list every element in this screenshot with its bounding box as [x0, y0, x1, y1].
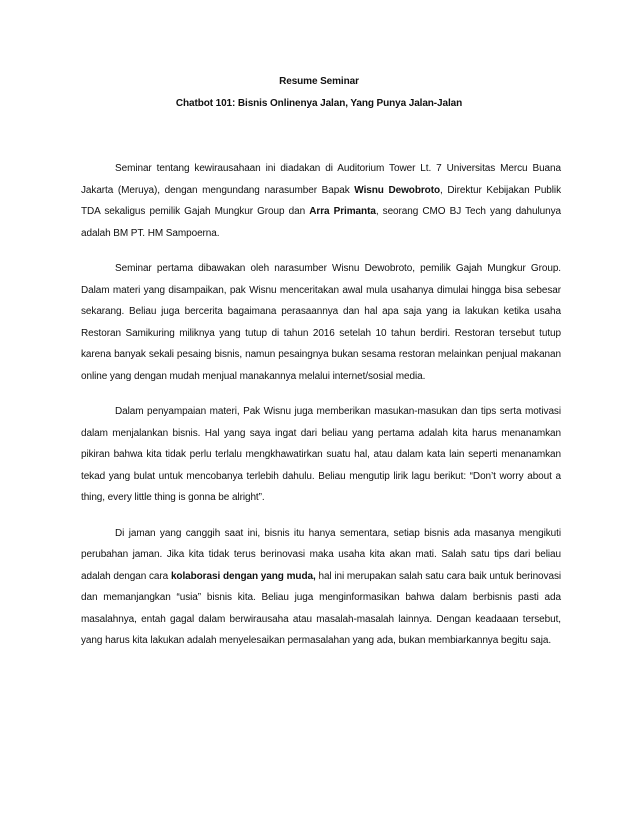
paragraph-2: Seminar pertama dibawakan oleh narasumber Wisnu Dewobroto, pemilik Gajah Mungkur Group. Dalam materi yang disampaikan, pak Wisnu menceritakan awal mula usahanya dimulai hingga bisa sebesar sekarang. Beliau juga bercerita bagaimana perasaannya dan hal apa saja yang ia lakukan ketika usaha Restoran Samikuring miliknya yang tutup di tahun 2016 setelah 10 tahun berdiri. Restoran tersebut tutup karena banyak sekali pesaing bisnis, namun pesaingnya bukan sesama restoran melainkan penjual makanan online yang dengan mudah menjual manakannya melalui internet/sosial media. — [81, 263, 561, 382]
paragraph-4 — [81, 523, 561, 652]
speaker-name-wisnu: Wisnu Dewobroto — [354, 184, 440, 196]
speaker-name-arra: Arra Primanta — [309, 206, 376, 217]
paragraph-1-text-e: , seorang CMO BJ Tech yang dahulunya adalah BM PT. HM Sampoerna. — [81, 206, 561, 239]
document-subtitle: Chatbot 101: Bisnis Onlinenya Jalan, Yang Punya Jalan-Jalan — [175, 98, 463, 109]
paragraph-4-text-a: Di jaman yang canggih saat ini, bisnis itu hanya sementara, setiap bisnis ada masanya mengikuti perubahan jaman. Jika kita tidak terus berinovasi maka usaha kita akan mati. Salah satu tips dari beliau adalah dengan cara — [81, 527, 561, 582]
paragraph-4-text-c: hal ini merupakan salah satu cara baik untuk berinovasi dan memanjangkan “usia” bisnis kita. Beliau juga menginformasikan bahwa dalam berbisnis pasti ada masalahnya, entah gagal dalam berwirausaha atau masalah-masalah lainnya. Dengan keadaaan tersebut, yang harus kita lakukan adalah menyelesaikan permasalahan yang ada, bukan membiarkannya begitu saja. — [81, 570, 562, 646]
document-title: Resume Seminar — [279, 76, 359, 87]
emphasis-kolaborasi: kolaborasi dengan yang muda, — [170, 570, 316, 582]
document-body — [81, 158, 561, 666]
paragraph-3: Dalam penyampaian materi, Pak Wisnu juga memberikan masukan-masukan dan tips serta motivasi dalam menjalankan bisnis. Hal yang saya ingat dari beliau yang pertama adalah kita harus menanamkan pikiran bahwa kita tidak perlu terlalu mengkhawatirkan suatu hal, atau dalam kata lain seperti menanamkan tekad yang bulat untuk mencobanya terlebih dahulu. Beliau mengutip lirik lagu berikut: “Don’t worry about a thing, every little thing is gonna be alright”. — [81, 406, 561, 503]
paragraph-1-text-a: Seminar tentang kewirausahaan ini diadakan di Auditorium Tower Lt. 7 Universitas Mercu Buana Jakarta (Meruya), dengan mengundang narasumber Bapak — [81, 163, 561, 196]
paragraph-1-text-c: , Direktur Kebijakan Publik TDA sekaligus pemilik Gajah Mungkur Group dan — [81, 184, 561, 217]
paragraph-1 — [81, 158, 561, 244]
